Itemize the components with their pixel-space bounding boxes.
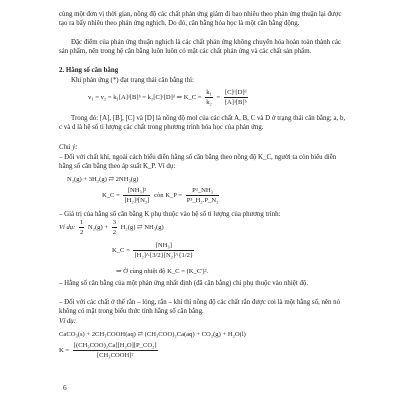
fraction-half-b-num: 3 — [112, 219, 116, 226]
example-label-2: Ví dụ: — [59, 318, 77, 325]
note-title: Chú ý: — [59, 144, 78, 151]
equation-kc-nh3 — [102, 186, 221, 205]
fraction-kc-half — [133, 241, 194, 260]
paragraph-solid: – Đối với các chất ở thể rắn – lỏng, rắn – khí thì nồng độ các chất rắn được coi là một hằng số, nên nó không có mặt trong biểu thức tính hằng số cân bằng. — [59, 299, 341, 316]
fraction-k-caco3-num: [(CH₃COO)₂Ca][H₂O][P_CO₂] — [73, 342, 157, 349]
paragraph-when-equilibrium: Khi phản ứng (*) đạt trạng thái cân bằng thì: — [71, 77, 194, 84]
fraction-k-num: k₁ — [206, 89, 212, 96]
equation-kc-nh3-mid: còn K_P = — [154, 192, 183, 200]
equation-rates-left: v₁ = v₂ = k₁[A]ᵃ[B]ᵇ = k₂[C]ᶜ[D]ᵈ ⇒ K_C = — [88, 94, 202, 102]
equation-rates — [88, 88, 250, 107]
page-number: 6 — [63, 383, 67, 392]
fraction-conc-den: [A]ᵃ[B]ᵇ — [224, 99, 247, 106]
equation-same-temp: ⇒ Ở cùng nhiệt độ K_C = (K_C')². — [116, 268, 209, 275]
equation-half-b-text: H₂(g) ⇄ NH₃(g) — [120, 224, 164, 232]
fraction-half-b — [112, 218, 117, 237]
fraction-kc-nh3 — [123, 186, 150, 205]
fraction-kc-nh3-den: [H₂]³[N₂] — [124, 197, 150, 204]
equation-n2-h2: N₂(g) + 3H₂(g) ⇄ 2NH₃(g) — [67, 176, 139, 183]
equation-half-a-text: N₂(g) + — [87, 224, 109, 232]
fraction-conc-num: [C]ᶜ[D]ᵈ — [224, 89, 247, 96]
fraction-kp-nh3 — [186, 186, 220, 205]
fraction-half-a-num: 1 — [79, 219, 84, 226]
paragraph-traits: Đặc điểm của phản ứng thuận nghịch là các chất phản ứng không chuyển hóa hoàn toàn thành các sản phẩm, nên trong hệ cân bằng luôn luôn có mặt các chất phản ứng và các chất sản phẩm. — [59, 39, 341, 56]
fraction-half-a-den: 2 — [79, 229, 84, 236]
fraction-kc-half-num: [NH₃] — [133, 241, 194, 251]
fraction-kc-half-den: [H₂]^{3/2}[N₂]^{1/2} — [134, 252, 194, 259]
paragraph-intro: cùng một đơn vị thời gian, nồng độ các chất phản ứng giảm đi bao nhiêu theo phản ứng thuận lại được tạo ra bấy nhiêu theo phản ứng nghịch. Do đó, cân bằng hóa học là một cân bằng động. — [59, 11, 342, 28]
fraction-k-caco3-den: [CH₃COOH]² — [96, 352, 134, 359]
equation-half — [59, 218, 164, 237]
fraction-kp-nh3-num: P²_NH₃ — [186, 186, 220, 196]
example-label: Ví dụ: — [59, 224, 76, 232]
paragraph-gas: – Đối với chất khí, ngoài cách biểu diễn hằng số cân bằng theo nồng độ K_C, người ta còn biểu diễn hằng số cân bằng theo áp suất K_P. Ví dụ: — [59, 154, 337, 171]
fraction-k-caco3 — [73, 341, 158, 360]
fraction-kc-nh3-num: [NH₃]² — [123, 186, 150, 196]
equation-k-caco3-left: K = — [59, 347, 70, 355]
paragraph-where: Trong đó: [A], [B], [C] và [D] là nồng độ mol của các chất A, B, C và D ở trạng thái cân bằng; a, b, c và d là hệ số tỉ lượng các chất trong phương trình hóa học của phản ứng. — [59, 115, 346, 132]
equation-k-caco3 — [59, 341, 160, 360]
fraction-k-den: k₂ — [206, 99, 212, 106]
paragraph-depends: – Giá trị của hằng số cân bằng K phụ thuộc vào hệ số tỉ lượng của phương trình: — [59, 211, 281, 218]
paragraph-temperature: – Hằng số cân bằng của một phản ứng nhất định (đã cân bằng) chỉ phụ thuộc vào nhiệt độ. — [59, 280, 309, 287]
fraction-half-b-den: 2 — [112, 229, 116, 236]
fraction-conc — [224, 88, 248, 107]
section-heading: 2. Hằng số cân bằng — [59, 67, 119, 74]
fraction-k — [205, 88, 213, 107]
equation-kc-half-left: K_C = — [112, 247, 130, 255]
equation-kc-nh3-left: K_C = — [102, 192, 120, 200]
equation-kc-half — [112, 241, 196, 260]
equation-rates-mid: = — [216, 94, 221, 102]
fraction-half-a — [79, 218, 84, 237]
equation-caco3: CaCO₃(s) + 2CH₃COOH(aq) ⇄ (CH₃COO)₂Ca(aq) + CO₂(g) + H₂O(l) — [59, 331, 246, 338]
fraction-kp-nh3-den: P³_H₂.P_N₂ — [186, 197, 219, 204]
